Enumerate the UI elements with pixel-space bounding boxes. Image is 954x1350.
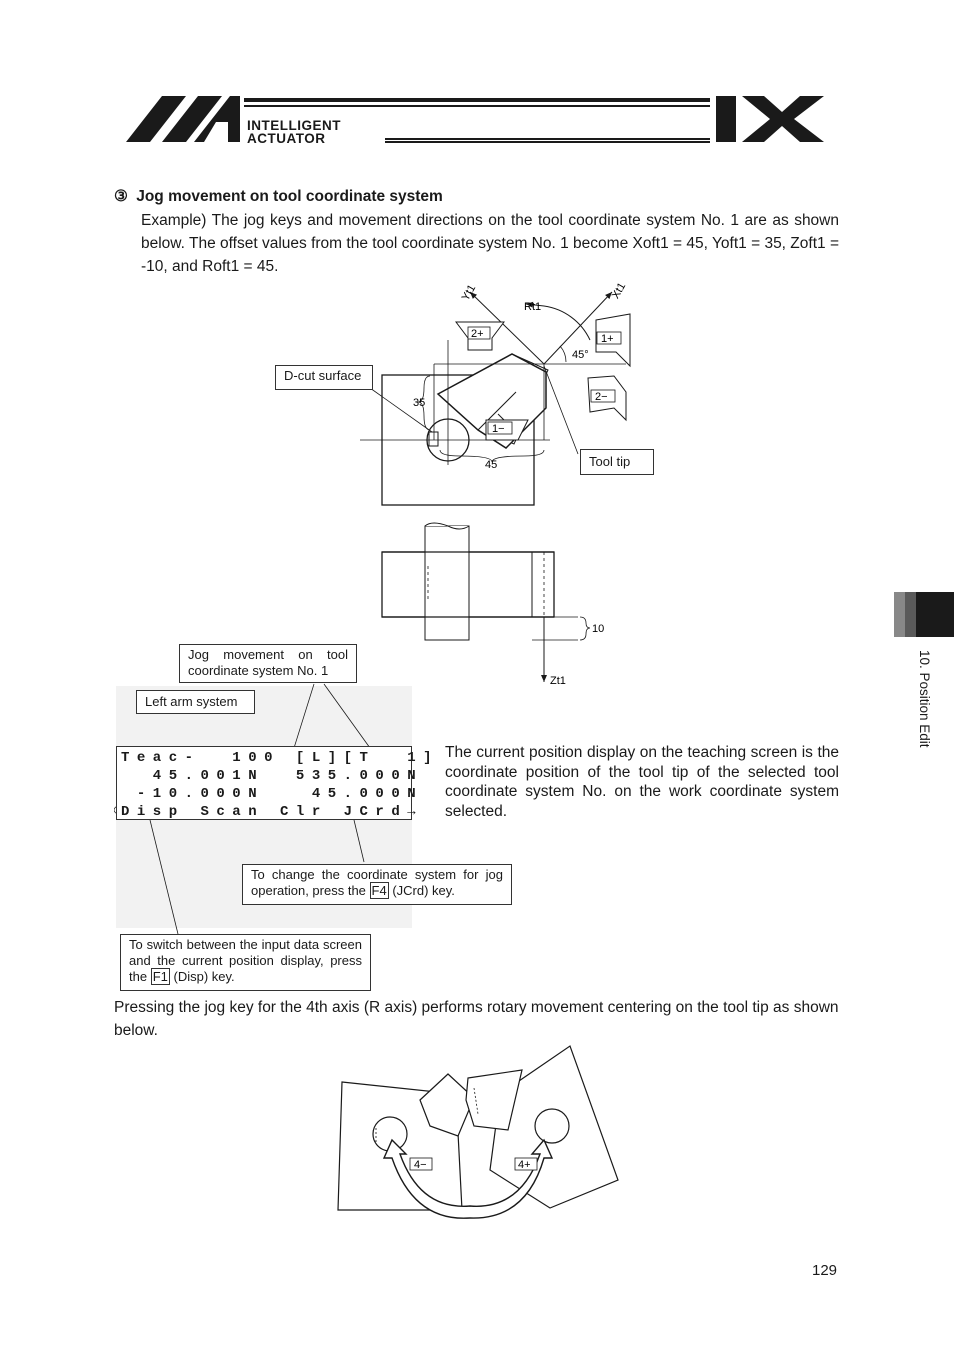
ia-logo-icon: [124, 92, 244, 146]
lcd-line-4: Disp Scan Clr JCrd→: [121, 804, 424, 820]
rotary-diagram: [330, 1040, 630, 1220]
lcd-line-3: -10.000N 45.000N: [121, 786, 424, 802]
tool-coordinate-diagram: [260, 280, 660, 690]
dim-35: 35: [413, 397, 426, 409]
lcd-line-2: 45.001N 535.000N: [121, 768, 424, 784]
key-1minus: 1−: [492, 423, 505, 435]
rotary-paragraph: Pressing the jog key for the 4th axis (R axis) performs rotary movement centering on the tool tip as shown below.: [114, 999, 839, 1039]
teaching-lcd: [116, 746, 440, 820]
label-yt1: Yt1: [459, 282, 479, 303]
callout-f1-text1: To switch between the input data screen and the current position display, press the: [129, 937, 362, 984]
lcd-line-1: Teac- 100 [L][T 1]: [121, 750, 440, 766]
example-paragraph: Example) The jog keys and movement directions on the tool coordinate system No. 1 are as shown below. The offset values from the tool coordinate system No. 1 become Xoft1 = 45, Yoft1 = 35, Zoft1 = -10, and Roft1 = 45.: [141, 212, 839, 275]
key-4plus: 4+: [518, 1159, 531, 1171]
key-2minus: 2−: [595, 391, 608, 403]
callout-f4-text2: (JCrd) key.: [392, 883, 455, 898]
brand-line-1: INTELLIGENT: [247, 118, 341, 133]
callout-jog-line1: Jog movement on tool: [188, 647, 348, 662]
key-1plus: 1+: [601, 333, 614, 345]
header-rule-top-thin: [244, 105, 710, 107]
dim-45: 45: [485, 459, 498, 471]
key-4minus: 4−: [414, 1159, 427, 1171]
callout-tool-tip: Tool tip: [580, 449, 654, 475]
section-marker: ③: [114, 188, 128, 205]
callout-f1-text2: (Disp) key.: [173, 969, 235, 984]
key-f4: F4: [371, 883, 387, 898]
label-angle: 45°: [572, 349, 589, 361]
callout-f4-text1: To change the coordinate system for jog operation, press the: [251, 867, 503, 898]
header-rule-top: [244, 98, 710, 102]
callout-jog-movement: [179, 644, 357, 683]
label-rt1: Rt1: [524, 301, 542, 313]
callout-f1-disp: [120, 934, 371, 991]
label-zt1: Zt1: [550, 675, 566, 687]
dim-10: 10: [592, 623, 605, 635]
side-tab-bar-dark: [916, 592, 954, 637]
page-number: 129: [812, 1262, 838, 1279]
header-rule-bottom2: [385, 141, 710, 143]
side-tab-label: 10. Position Edit: [917, 650, 932, 748]
key-f1: F1: [152, 969, 168, 984]
ix-logo-icon: [714, 94, 828, 144]
circle-right: [535, 1109, 569, 1143]
key-2plus: 2+: [471, 328, 484, 340]
callout-left-arm: Left arm system: [136, 690, 255, 714]
label-xt1: Xt1: [609, 280, 629, 301]
brand-line-2: ACTUATOR: [247, 131, 326, 146]
current-position-description: The current position display on the teaching screen is the coordinate position of the tool tip of the selected tool coordinate system No. on the work coordinate system selected.: [445, 744, 839, 820]
callout-jog-line2: coordinate system No. 1: [188, 663, 329, 678]
callout-f4-jcrd: [242, 864, 512, 905]
callout-dcut-surface: D-cut surface: [275, 365, 373, 390]
header-rule-bottom: [385, 138, 710, 140]
section-title: Jog movement on tool coordinate system: [136, 188, 443, 205]
section-heading: [114, 187, 443, 206]
